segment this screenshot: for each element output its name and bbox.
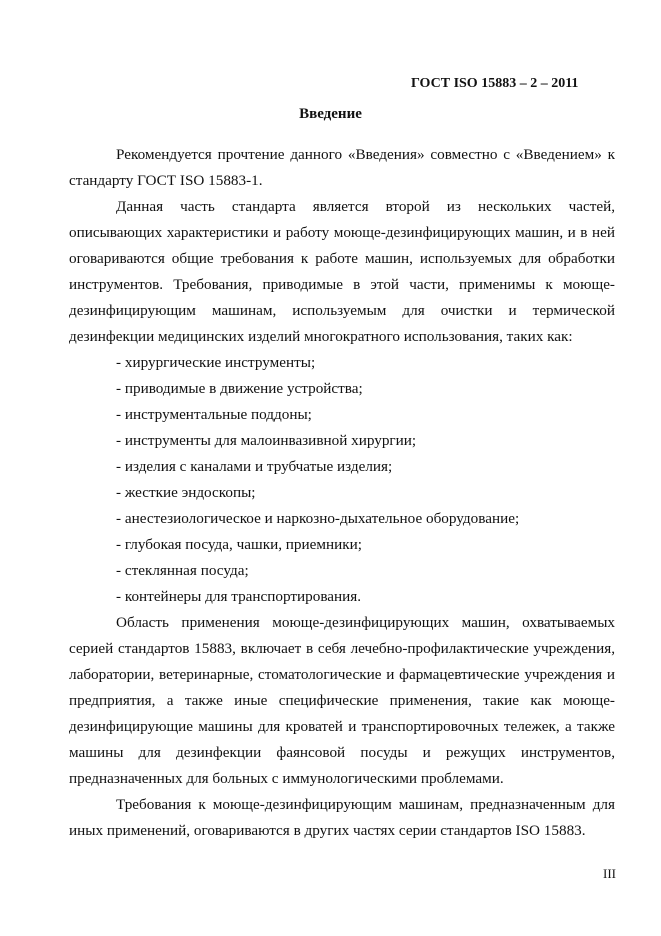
intro-paragraph-1: Рекомендуется прочтение данного «Введения» совместно с «Введением» к стандарту ГОСТ ISO 15883-1. — [69, 146, 615, 189]
list-item: - стеклянная посуда; — [116, 562, 249, 579]
list-item: - глубокая посуда, чашки, приемники; — [116, 536, 362, 553]
requirements-paragraph: Требования к моюще-дезинфицирующим машинам, предназначенным для иных применений, оговариваются в других частях серии стандартов ISO 15883. — [69, 796, 615, 839]
document-body — [69, 142, 615, 844]
list-item: - изделия с каналами и трубчатые изделия; — [116, 458, 393, 475]
document-header-code: ГОСТ ISO 15883 – 2 – 2011 — [411, 76, 579, 91]
list-item: - приводимые в движение устройства; — [116, 380, 363, 397]
list-item: - анестезиологическое и наркозно-дыхательное оборудование; — [116, 510, 520, 527]
section-title: Введение — [299, 106, 362, 122]
scope-paragraph: Область применения моюще-дезинфицирующих машин, охватываемых серией стандартов 15883, включает в себя лечебно-профилактические учреждения, лаборатории, ветеринарные, стоматологические и фармацевтические учреждения и предприятия, а также иные специфические применения, такие как моюще-дезинфицирующие машины для кроватей и транспортировочных тележек, а также машины для дезинфекции фаянсовой посуды и режущих инструментов, предназначенных для больных с иммунологическими проблемами. — [69, 614, 615, 787]
device-list — [69, 350, 615, 610]
page-number: III — [603, 866, 616, 881]
list-item: - хирургические инструменты; — [116, 354, 316, 371]
list-item: - инструментальные поддоны; — [116, 406, 312, 423]
list-item: - инструменты для малоинвазивной хирургии; — [116, 432, 417, 449]
intro-paragraph-2: Данная часть стандарта является второй из нескольких частей, описывающих характеристики и работу моюще-дезинфицирующих машин, и в ней оговариваются общие требования к работе машин, используемых для обработки инструментов. Требования, приводимые в этой части, применимы к моюще-дезинфицирующим машинам, используемым для очистки и термической дезинфекции медицинских изделий многократного использования, таких как: — [69, 198, 615, 345]
list-item: - жесткие эндоскопы; — [116, 484, 256, 501]
list-item: - контейнеры для транспортирования. — [116, 588, 362, 605]
